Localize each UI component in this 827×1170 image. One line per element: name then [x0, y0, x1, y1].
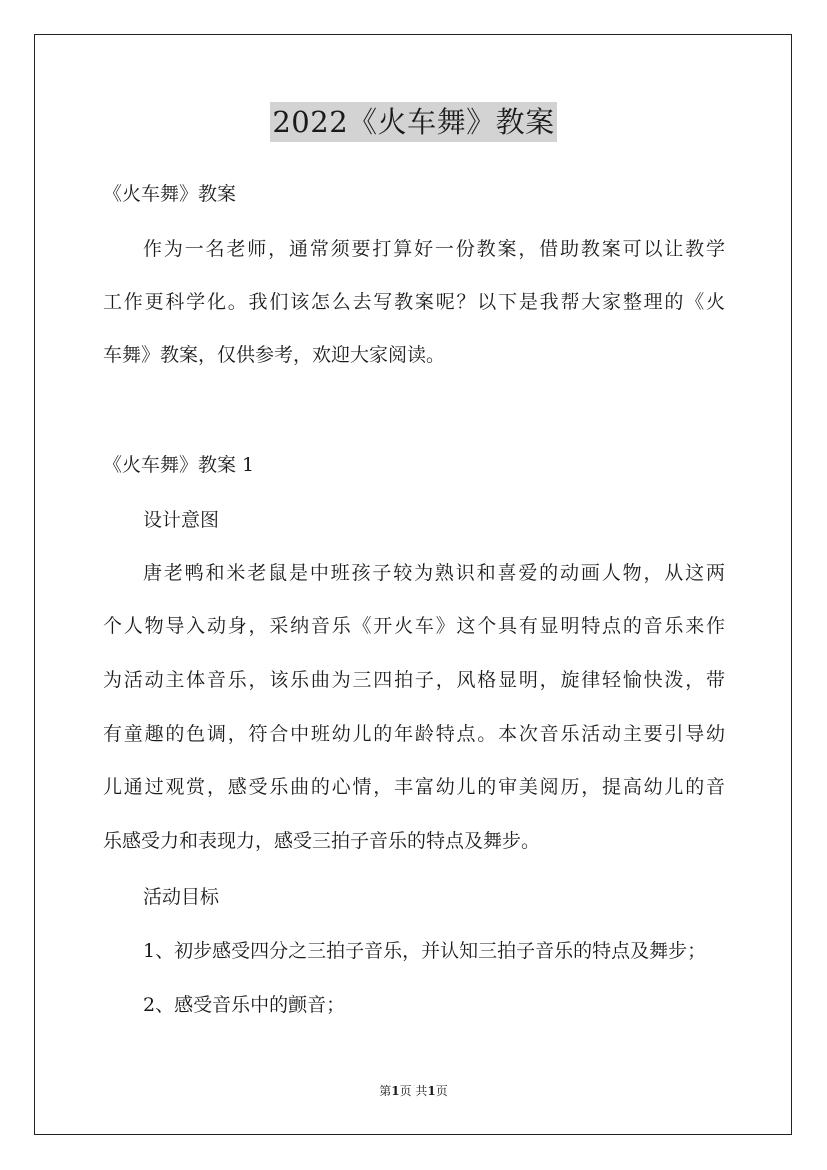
design-line-6: 乐感受力和表现力，感受三拍子音乐的特点及舞步。: [103, 830, 541, 852]
design-line-5: 儿通过观赏，感受乐曲的心情，丰富幼儿的审美阅历，提高幼儿的音: [103, 776, 727, 798]
goals-heading: 活动目标: [143, 886, 220, 908]
footer-page-number: 1: [391, 1084, 400, 1098]
footer-total-pages: 1: [427, 1084, 436, 1098]
footer-suffix: 页: [435, 1084, 448, 1098]
footer-prefix: 第: [379, 1084, 392, 1098]
intro-line-2: 工作更科学化。我们该怎么去写教案呢？以下是我帮大家整理的《火: [103, 291, 727, 313]
intro-line-1: 作为一名老师，通常须要打算好一份教案，借助教案可以让教学: [143, 238, 727, 260]
section-heading: 《火车舞》教案 1: [103, 454, 255, 476]
document-title: 2022《火车舞》教案: [270, 102, 556, 142]
intro-line-3: 车舞》教案，仅供参考，欢迎大家阅读。: [103, 344, 446, 366]
design-line-4: 有童趣的色调，符合中班幼儿的年龄特点。本次音乐活动主要引导幼: [103, 723, 727, 745]
design-line-3: 为活动主体音乐，该乐曲为三四拍子，风格显明，旋律轻愉快泼，带: [103, 669, 727, 691]
page-footer: [0, 1083, 827, 1099]
footer-mid: 页 共: [399, 1084, 428, 1098]
goal-item-1: 1、初步感受四分之三拍子音乐，并认知三拍子音乐的特点及舞步；: [143, 940, 707, 962]
design-line-2: 个人物导入动身，采纳音乐《开火车》这个具有显明特点的音乐来作: [103, 615, 727, 637]
title-container: [0, 102, 827, 142]
design-line-1: 唐老鸭和米老鼠是中班孩子较为熟识和喜爱的动画人物，从这两: [143, 562, 727, 584]
goal-item-2: 2、感受音乐中的颤音；: [143, 994, 346, 1016]
document-subtitle: 《火车舞》教案: [103, 183, 237, 205]
design-heading: 设计意图: [143, 509, 220, 531]
